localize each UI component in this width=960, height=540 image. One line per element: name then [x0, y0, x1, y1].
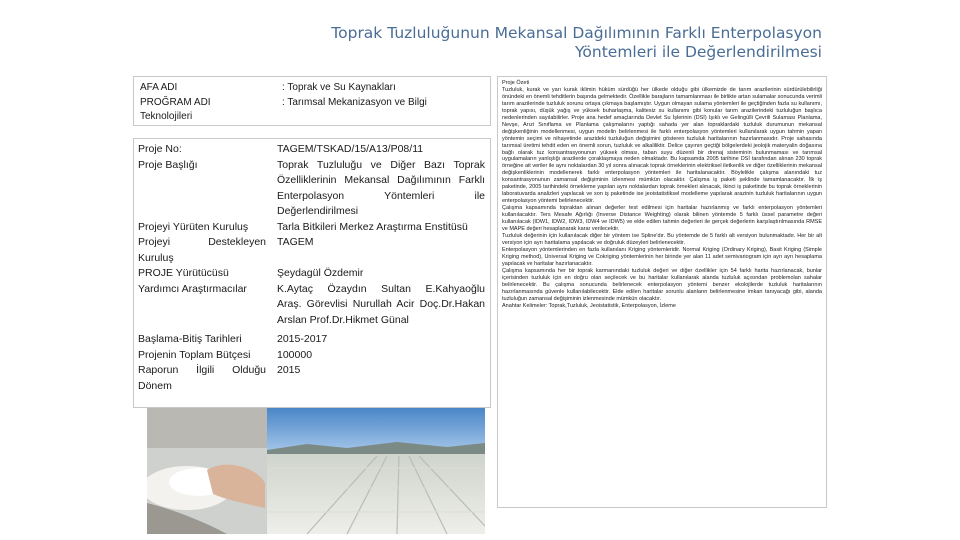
supporting-org-value: TAGEM	[277, 236, 314, 248]
project-title-line-3: Enterpolasyon Yöntemleri ile	[277, 189, 485, 202]
page-title	[262, 24, 822, 62]
summary-paragraph: Çalışma kapsamında topraktan alınan değerler test edilmesi için haritalar hazırlanmış ve farklı enterpolasyon yöntemleri kullanılacaktır. Ters Mesafe Ağırlığı (Inverse Distance Weighting) olarak bilinen yöntemde 5 farklı üssel parametre değeri kullanılacak (IDW1, IDW2, IDW3, IDW4 ve IDW5) ve elde edilen tahmin değerleri ile gerçek değerlerin karşılaştırılmasında RMSE ve MAPE değeri hesaplanarak karar verilecektir.	[502, 205, 822, 233]
executing-org-value: Tarla Bitkileri Merkez Araştırma Enstitüsü	[277, 220, 468, 233]
summary-paragraph: Tuzluluk, kurak ve yarı kurak iklimin hüküm sürdüğü her ülkede olduğu gibi ülkemizde de tarım arazilerinin sürdürülebilirliği önündeki en önemli tehditlerin başında gelmektedir. Özellikle barajların tamamlanması ile birlikte artan sulamalar sonucunda verimli tarım arazilerinde tuzluluk sorunu ortaya çıkmaya başlamıştır. Uygun olmayan sulama yöntemleri ile geçtiğinden fazla su kullanımı, toprak yapısı, düşük yağış ve yüksek buharlaşma, kalitesiz su kullanımı gibi konular tarım arazilerindeki tuzluluğun başlıca nedenlerinden sayılabilirler. Proje ana hedef amaçlarında Devlet Su İşlerinin (DSİ) Işıklı ve Gelingülli Çevrili Sulaması Planlama, Nevşe, Arızi Sınıflama ve Planlama çalışmalarını yaptığı sahada yer alan topraklardaki tuzluluk durumunun mekansal değişkenliğinin modellenmesi, uygun modelin belirlenmesi ile farklı enterpolasyon yöntemleri kullanılarak uygun tahmin yapan yöntemin seçimi ve nihayetinde arazideki tuzluluğun değişimini gösteren tuzluluk haritalarının hazırlanmasıdır. Proje sahasında tarımsal üretimi tehdit eden en önemli sorun, tuzluluk ve alkaliliktir. Delice çayının geçtiği bölgelerdeki jeolojik materyalin doğasına bağlı olarak tuz konsantrasyonunun yüksek olması, taban suyu düzenli bir drenaj sisteminin bulunmaması ve tarımsal uygulamaların yanlışlığı arazilerde çoraklaşmaya neden olmaktadır. Bu kapsamda 2005 tarihine DSİ tarafından alınan 230 toprak örneğine ait veriler ile aynı noktalardan 30 yıl sonra alınacak toprak örneklerinin elektriksel iletkenlik ve diğer özelliklerinin mekansal değişkenliklerinin modellenerek farklı enterpolasyon yöntemleri ile haritalanacaktır. Böylelikle çalışma alanındaki tuz konsantrasyonunun zamansal değişiminin izlenmesi mümkün olacaktır. Çalışma iş paketi şeklinde tamamlanacaktır. İlk iş paketinde, 2005 tarihindeki örnekleme yapılan aynı noktalardan toprak örnekleri alınacak, ikinci iş paketinde bu toprak örneklerinin laboratuvarda analizleri yapılacak ve son iş paketinde ise jeoistatistiksel modelleme yapılarak arazinin tuzluluk haritalarının uygun enterpolasyon yöntemi belirlenecektir.	[502, 86, 822, 205]
assistants-label: Yardımcı Araştırmacılar	[138, 282, 247, 295]
coordinator-label: PROJE Yürütücüsü	[138, 267, 229, 279]
project-title-line-2: Özelliklerinin Mekansal Dağılımının Farklı	[277, 174, 485, 186]
program-label: PROĞRAM ADI	[140, 96, 211, 108]
project-title-line-4: Değerlendirilmesi	[277, 205, 359, 217]
project-no-value: TAGEM/TSKAD/15/A13/P08/11	[277, 143, 424, 155]
executing-org-label: Projeyi Yürüten Kuruluş	[138, 220, 249, 233]
summary-paragraph: Tuzluluk değerinin için kullanılacak diğer bir yöntem ise Spline'dır. Bu yöntemde de 5 farklı alt versiyon bulunmaktadır. Her bir alt versiyon için ayrı haritalama yapılacak ve doğruluk düzeyleri belirlenecektir.	[502, 232, 822, 246]
coordinator-value: Şeydagül Özdemir	[277, 267, 364, 279]
supporting-org-label: Projeyi Destekleyen	[138, 236, 266, 248]
project-title-label: Proje Başlığı	[138, 158, 198, 171]
program-value-continued: Teknolojileri	[140, 111, 193, 122]
budget-value: 100000	[277, 348, 313, 361]
program-info-panel	[133, 76, 491, 126]
supporting-org-label-continued: Kuruluş	[138, 251, 174, 264]
assistants-line-2: Araş. Görevlisi Nurullah Acir Doç.Dr.Hakan	[277, 298, 485, 310]
page-title-line-1: Toprak Tuzluluğunun Mekansal Dağılımının Farklı Enterpolasyon	[331, 24, 822, 42]
assistants-line-3: Arslan Prof.Dr.Hikmet Günal	[277, 313, 409, 326]
dates-label: Başlama-Bitiş Tarihleri	[138, 333, 242, 345]
afa-value: : Toprak ve Su Kaynakları	[282, 82, 396, 93]
summary-heading: Proje Özeti	[502, 80, 530, 86]
project-title-line-1: Toprak Tuzluluğu ve Diğer Bazı Toprak	[277, 158, 485, 171]
report-period-label: Raporun İlgili Olduğu	[138, 364, 266, 376]
afa-label: AFA ADI	[140, 82, 178, 93]
report-period-label-continued: Dönem	[138, 379, 172, 392]
salt-field-photo-image	[147, 408, 485, 534]
report-period-value: 2015	[277, 364, 301, 376]
assistants-line-1: K.Aytaç Özaydın Sultan E.Kahyaoğlu	[277, 282, 485, 295]
summary-keywords: Anahtar Kelimeler: Toprak,Tuzluluk, Jeoistatistik, Enterpolasyon, İzleme	[502, 302, 676, 309]
summary-paragraph: Enterpolasyon yöntemlerinden en fazla kullanılanı Kriging yöntemleridir. Normal Kriging (Ordinary Kriging), Basit Kriging (Simple Kriging method), Universal Kriging ve Cokriging yöntemlerinin her birinde yer alan 11 adet semivariogram için ayrı ayrı hesaplama yapılacak ve haritalar hazırlanacaktır.	[502, 246, 822, 267]
dates-value: 2015-2017	[277, 333, 328, 345]
salt-field-photo	[147, 408, 485, 534]
budget-label: Projenin Toplam Bütçesi	[138, 348, 251, 361]
project-summary-box	[497, 76, 827, 508]
project-details-panel	[133, 138, 491, 408]
page-title-line-2: Yöntemleri ile Değerlendirilmesi	[575, 43, 822, 61]
summary-paragraph: Çalışma kapsamında her bir toprak karmanındaki tuzluluk değeri ve diğer özellikler için 54 farklı harita hazırlanacak, bunlar içerisinden tuzluluk için en doğru olan seçilecek ve bu haritalar kullanılarak alanda tuzluluk açısından problemolan sahalar belirlenecektir. Bu çalışma sonucunda belirlenecek enterpolasyon yöntemi benzer ekolojilerde tuzluluk haritalarının hazırlanmasında güvenle kullanılabilecektir. Elde edilen haritalar sorunlu alanların belirlenmesine imkan tanıyacağı gibi, alanda tuzluluğun zamansal değişiminin izlenmesinde mümkün olacaktır.	[502, 267, 822, 302]
project-no-label: Proje No:	[138, 143, 182, 155]
program-value: : Tarımsal Mekanizasyon ve Bilgi	[282, 96, 427, 108]
